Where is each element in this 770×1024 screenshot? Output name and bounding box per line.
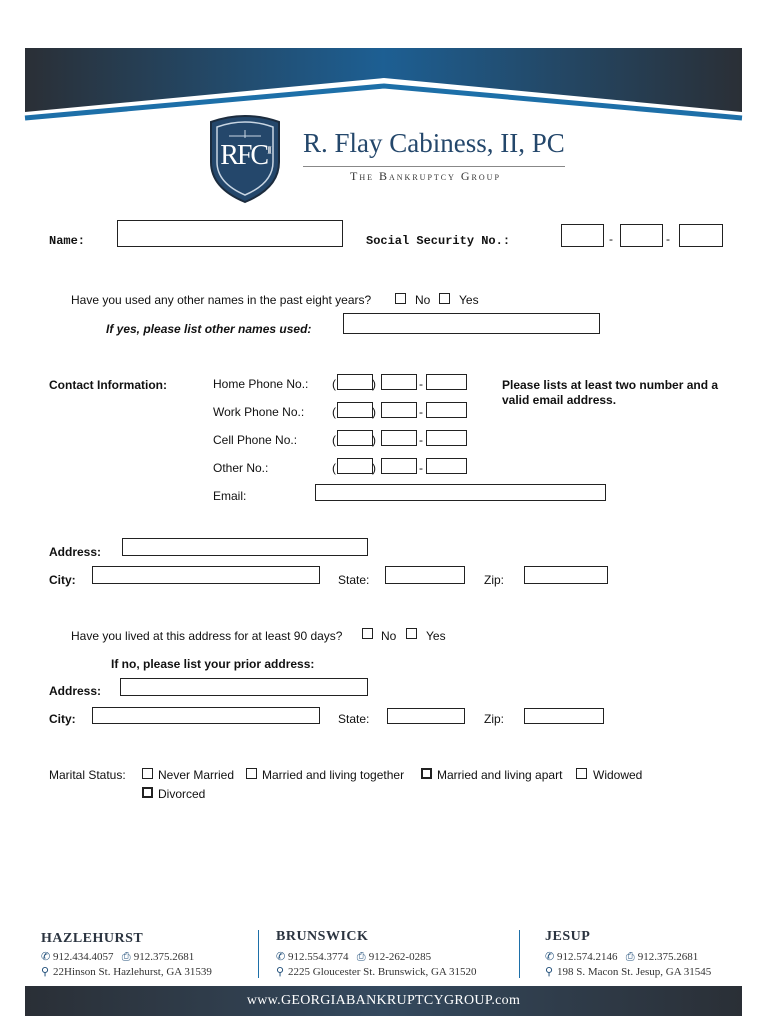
ninety-days-no-checkbox[interactable] <box>362 628 373 639</box>
zip-label: Zip: <box>484 573 505 587</box>
office-hazlehurst-address: ⚲ 22Hinson St. Hazlehurst, GA 31539 <box>41 966 212 978</box>
footer-divider-1 <box>258 930 259 978</box>
phone-icon: ✆ <box>276 951 286 963</box>
work-phone-no-prefix-field[interactable] <box>381 402 417 418</box>
office-jesup-city: JESUP <box>545 929 591 944</box>
address-field[interactable] <box>122 538 368 556</box>
ssn-label: Social Security No.: <box>366 234 511 248</box>
never-married-label: Never Married <box>158 768 235 782</box>
other-names-no-checkbox[interactable] <box>395 293 406 304</box>
other-no-line-field[interactable] <box>426 458 467 474</box>
cell-phone-no-prefix-field[interactable] <box>381 430 417 446</box>
ninety-days-no-label: No <box>381 629 397 643</box>
address-label: Address: <box>49 545 102 559</box>
ninety-days-yes-checkbox[interactable] <box>406 628 417 639</box>
area-code-close-paren: ) <box>372 405 376 419</box>
office-jesup-contacts: ✆ 912.574.2146 ⎙ 912.375.2681 <box>545 951 699 963</box>
email-field[interactable] <box>315 484 606 501</box>
ninety-days-yes-label: Yes <box>426 629 446 643</box>
website-link[interactable]: www.GEORGIABANKRUPTCYGROUP.com <box>246 993 521 1008</box>
home-phone-no-line-field[interactable] <box>426 374 467 390</box>
phone-icon: ✆ <box>41 951 51 963</box>
state-label: State: <box>338 573 370 587</box>
state-field[interactable] <box>385 566 465 584</box>
other-names-yes-label: Yes <box>459 293 479 307</box>
work-phone-no-area-code-field[interactable] <box>337 402 373 418</box>
other-names-list-label: If yes, please list other names used: <box>106 322 312 336</box>
other-names-question: Have you used any other names in the past eight years? <box>71 293 372 307</box>
office-hazlehurst-city: HAZLEHURST <box>41 931 144 946</box>
phone-dash: - <box>419 377 423 391</box>
married-together-checkbox[interactable] <box>246 768 257 779</box>
office-brunswick-contacts: ✆ 912.554.3774 ⎙ 912-262-0285 <box>276 951 432 963</box>
work-phone-no-label: Work Phone No.: <box>213 405 305 419</box>
cell-phone-no-label: Cell Phone No.: <box>213 433 298 447</box>
married-together-label: Married and living together <box>262 768 405 782</box>
ssn-part2-field[interactable] <box>620 224 663 247</box>
prior-city-label: City: <box>49 712 76 726</box>
area-code-close-paren: ) <box>372 433 376 447</box>
phone-dash: - <box>419 405 423 419</box>
ssn-dash-2: - <box>666 232 670 246</box>
never-married-checkbox[interactable] <box>142 768 153 779</box>
home-phone-no-label: Home Phone No.: <box>213 377 309 391</box>
fax-icon: ⎙ <box>356 951 366 963</box>
name-label: Name: <box>49 234 86 248</box>
other-no-prefix-field[interactable] <box>381 458 417 474</box>
location-pin-icon: ⚲ <box>41 966 50 978</box>
name-field[interactable] <box>117 220 343 247</box>
location-pin-icon: ⚲ <box>276 966 285 978</box>
other-names-field[interactable] <box>343 313 600 334</box>
fax-icon: ⎙ <box>625 951 635 963</box>
ninety-days-question: Have you lived at this address for at least 90 days? <box>71 629 343 643</box>
fax-icon: ⎙ <box>121 951 131 963</box>
footer-divider-2 <box>519 930 520 978</box>
firm-name-rule <box>303 166 565 167</box>
ssn-part3-field[interactable] <box>679 224 723 247</box>
prior-address-label: If no, please list your prior address: <box>111 657 315 671</box>
ssn-dash-1: - <box>609 232 613 246</box>
city-field[interactable] <box>92 566 320 584</box>
area-code-open-paren: ( <box>332 377 336 391</box>
ssn-part1-field[interactable] <box>561 224 604 247</box>
office-hazlehurst-contacts: ✆ 912.434.4057 ⎙ 912.375.2681 <box>41 951 195 963</box>
prior-city-field[interactable] <box>92 707 320 724</box>
zip-field[interactable] <box>524 566 608 584</box>
area-code-open-paren: ( <box>332 405 336 419</box>
phone-icon: ✆ <box>545 951 555 963</box>
prior-zip-label: Zip: <box>484 712 505 726</box>
office-brunswick-city: BRUNSWICK <box>276 929 369 944</box>
city-label: City: <box>49 573 76 587</box>
married-apart-label: Married and living apart <box>437 768 563 782</box>
other-no-area-code-field[interactable] <box>337 458 373 474</box>
married-apart-checkbox[interactable] <box>421 768 432 779</box>
prior-zip-field[interactable] <box>524 708 604 724</box>
widowed-label: Widowed <box>593 768 643 782</box>
office-jesup-address: ⚲ 198 S. Macon St. Jesup, GA 31545 <box>545 966 712 978</box>
location-pin-icon: ⚲ <box>545 966 554 978</box>
other-names-no-label: No <box>415 293 431 307</box>
area-code-close-paren: ) <box>372 377 376 391</box>
widowed-checkbox[interactable] <box>576 768 587 779</box>
contact-section-label: Contact Information: <box>49 378 167 392</box>
office-brunswick-address: ⚲ 2225 Gloucester St. Brunswick, GA 31520 <box>276 966 477 978</box>
prior-state-field[interactable] <box>387 708 465 724</box>
divorced-checkbox[interactable] <box>142 787 153 798</box>
email-label: Email: <box>213 489 247 503</box>
prior-address-label-2: Address: <box>49 684 102 698</box>
marital-status-label: Marital Status: <box>49 768 126 782</box>
home-phone-no-prefix-field[interactable] <box>381 374 417 390</box>
cell-phone-no-area-code-field[interactable] <box>337 430 373 446</box>
logo-monogram: $RFC^{II}$ <box>220 140 270 171</box>
prior-state-label: State: <box>338 712 370 726</box>
home-phone-no-area-code-field[interactable] <box>337 374 373 390</box>
area-code-open-paren: ( <box>332 433 336 447</box>
header-banner <box>0 0 770 130</box>
area-code-open-paren: ( <box>332 461 336 475</box>
other-names-yes-checkbox[interactable] <box>439 293 450 304</box>
firm-name: R. Flay Cabiness, II, PC <box>303 128 565 158</box>
area-code-close-paren: ) <box>372 461 376 475</box>
work-phone-no-line-field[interactable] <box>426 402 467 418</box>
cell-phone-no-line-field[interactable] <box>426 430 467 446</box>
divorced-label: Divorced <box>158 787 206 801</box>
firm-subtitle: The Bankruptcy Group <box>350 169 501 183</box>
phone-dash: - <box>419 461 423 475</box>
prior-address-field[interactable] <box>120 678 368 696</box>
contact-note: Please lists at least two number and a valid email address. <box>502 378 719 407</box>
phone-dash: - <box>419 433 423 447</box>
other-no-label: Other No.: <box>213 461 269 475</box>
